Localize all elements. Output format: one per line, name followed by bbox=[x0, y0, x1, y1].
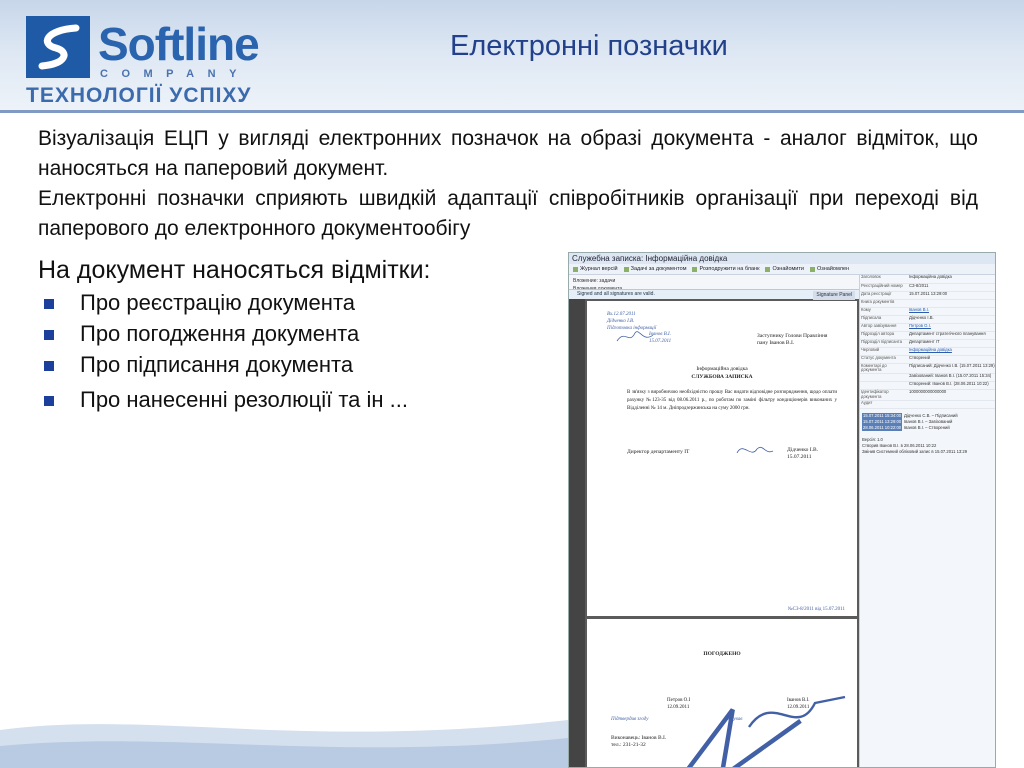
version-log-icon bbox=[573, 267, 578, 272]
history-event: Іванов В.І. – Створений bbox=[904, 424, 950, 430]
properties-table bbox=[860, 275, 996, 409]
slide-header bbox=[0, 0, 1024, 112]
acquainted-icon bbox=[810, 267, 815, 272]
property-value: Департамент ІТ bbox=[908, 339, 996, 347]
intro-paragraph-2: Електронні позначки сприяють швидкій адаптації співробітників організації при переході від паперового до електронного документообігу bbox=[38, 187, 978, 240]
property-key: Заголовок bbox=[860, 275, 908, 283]
property-value: 15.07.2011 13:29:00 bbox=[908, 291, 996, 299]
toolbar-button[interactable]: Задачі за документом bbox=[624, 264, 687, 274]
property-value: Завізований: Іванов В.І. (15.07.2011 15:34) bbox=[908, 374, 996, 382]
bullet-square-icon bbox=[44, 299, 54, 309]
list-item bbox=[42, 319, 408, 350]
table-row bbox=[860, 291, 996, 299]
nav-link[interactable]: Вложение: задачи bbox=[573, 278, 616, 284]
property-value: Департамент стратегічного планування bbox=[908, 331, 996, 339]
property-key: Підписала bbox=[860, 315, 908, 323]
list-item-label: Про нанесенні резолюції та ін ... bbox=[80, 387, 408, 412]
property-value[interactable]: Інформаційна довідка bbox=[908, 347, 996, 355]
director-label: Директор департаменту ІТ bbox=[627, 449, 690, 455]
bullet-square-icon bbox=[44, 396, 54, 406]
signature-scribble bbox=[735, 439, 775, 461]
table-row bbox=[860, 315, 996, 323]
property-key: Дата реєстрації bbox=[860, 291, 908, 299]
audit-history bbox=[860, 413, 996, 431]
viewer-left-toolbar bbox=[569, 299, 585, 768]
toolbar-button[interactable]: Ознайомити bbox=[765, 264, 803, 274]
table-row bbox=[860, 347, 996, 355]
logo-name: Softline bbox=[98, 18, 259, 70]
history-event: Іванов В.І. – Завізований bbox=[904, 418, 953, 424]
property-value: Створений: Іванов В.І. (28.06.2011 10:22) bbox=[908, 382, 996, 390]
toolbar-button[interactable]: Ознайомлен bbox=[810, 264, 849, 274]
table-row bbox=[860, 355, 996, 363]
decorative-wave bbox=[0, 700, 568, 768]
softline-logo bbox=[26, 16, 266, 106]
signature-scribble bbox=[737, 685, 857, 751]
table-row bbox=[860, 331, 996, 339]
window-title: Служебна записка: Інформаційна довідка bbox=[569, 253, 996, 264]
property-value: 1000000000000000 bbox=[908, 390, 996, 401]
history-date: 15.07.2011 13:29:00 bbox=[863, 418, 902, 424]
print-icon bbox=[692, 267, 697, 272]
property-key: Кому bbox=[860, 307, 908, 315]
approval-heading: ПОГОДЖЕНО bbox=[703, 651, 741, 657]
list-item bbox=[42, 350, 408, 381]
property-value bbox=[908, 299, 996, 307]
property-value: СЗ-8/2011 bbox=[908, 283, 996, 291]
list-item-label: Про підписання документа bbox=[80, 352, 354, 377]
header-divider bbox=[0, 110, 1024, 113]
history-date: 28.06.2011 10:22:00 bbox=[863, 424, 902, 430]
table-row bbox=[860, 363, 996, 374]
marks-heading: На документ наносяться відмітки: bbox=[38, 256, 431, 284]
document-properties-panel bbox=[859, 275, 996, 768]
list-item bbox=[42, 385, 408, 416]
table-row bbox=[860, 400, 996, 408]
document-viewer-screenshot bbox=[568, 252, 996, 768]
document-page-1 bbox=[587, 301, 857, 616]
table-row bbox=[860, 283, 996, 291]
property-value: Підписаний: Дідченко І.В. (15.07.2011 13:29) bbox=[908, 363, 996, 374]
table-row bbox=[860, 307, 996, 315]
slide-title: Електронні позначки bbox=[450, 30, 728, 62]
list-item bbox=[42, 288, 408, 319]
tasks-icon bbox=[624, 267, 629, 272]
toolbar-button[interactable]: Розподружити на бланк bbox=[692, 264, 759, 274]
property-key: Коментарі до документа bbox=[860, 363, 908, 374]
list-item-label: Про погодження документа bbox=[80, 321, 360, 346]
logo-tagline: ТЕХНОЛОГІЇ УСПІХУ bbox=[26, 84, 252, 107]
signature-status-bar bbox=[569, 289, 859, 299]
table-row bbox=[860, 275, 996, 283]
intro-paragraph-1: Візуалізація ЕЦП у вигляді електронних позначок на образі документа - аналог відміток, що наносяться на паперовий документ. bbox=[38, 127, 978, 180]
property-key: Автор завізування bbox=[860, 323, 908, 331]
registration-stamp: Вх.12.07.2011 Дідченко І.В. Підготовка інформації bbox=[607, 312, 657, 331]
acquaint-icon bbox=[765, 267, 770, 272]
director-signature: Дідченко І.В. 15.07.2011 bbox=[787, 447, 818, 460]
signature-panel-button[interactable]: Signature Panel bbox=[813, 291, 855, 300]
approver-2: Іванов В.І. 12.09.2011 bbox=[787, 698, 810, 710]
table-row bbox=[860, 299, 996, 307]
softline-logo-mark bbox=[26, 16, 90, 78]
approval-note: Підтвердив згоду bbox=[611, 717, 649, 722]
property-key: Статус документа bbox=[860, 355, 908, 363]
bullet-square-icon bbox=[44, 361, 54, 371]
table-row bbox=[860, 390, 996, 401]
property-value: Інформаційна довідка bbox=[908, 275, 996, 283]
version-info: Версія: 1.0 Створив Іванов В.І. в 28.06.2011 10:22 Змінив Системний обліковий запис в 15.07.2011 13:29 bbox=[862, 436, 968, 454]
property-key: Підрозділ автора bbox=[860, 331, 908, 339]
property-key: Реєстраційний номер bbox=[860, 283, 908, 291]
document-page-2 bbox=[587, 619, 857, 768]
property-value[interactable]: Петров О.І. bbox=[908, 323, 996, 331]
property-key: Аудит bbox=[860, 400, 908, 408]
property-value: Створений bbox=[908, 355, 996, 363]
table-row bbox=[860, 323, 996, 331]
bullet-square-icon bbox=[44, 330, 54, 340]
property-key: Книга документів bbox=[860, 299, 908, 307]
marks-list bbox=[42, 288, 408, 416]
property-value[interactable]: Іванов В.І. bbox=[908, 307, 996, 315]
list-item-label: Про реєстрацію документа bbox=[80, 290, 356, 315]
approval-note: Візував bbox=[727, 717, 743, 722]
signature-status: Signed and all signatures are valid. bbox=[577, 291, 655, 297]
property-key: Черговий bbox=[860, 347, 908, 355]
property-key: Підрозділ підписанта bbox=[860, 339, 908, 347]
document-body: В зв'язку з виробничою необхідністю прошу Вас видати відповідне розпорядження, щодо оплати рахунку №123-35 від 08.06.2011 р., по роботам по заміні фільтру кондиціонерів виконаних у Відділенні № 14 м. Дніпродзержинська на суму 2000 грн. bbox=[627, 390, 837, 411]
property-key bbox=[860, 374, 908, 382]
executor-info: Виконавець: Іванов В.І. тел.: 231-21-32 bbox=[611, 735, 667, 748]
approver-1: Петров О.І 12.09.2011 bbox=[667, 698, 691, 710]
toolbar-button[interactable]: Журнал версій bbox=[573, 264, 618, 274]
property-value: Дідченко І.В. bbox=[908, 315, 996, 323]
addressee: Заступнику Голови Правління пану Іванов В.І. bbox=[757, 333, 828, 346]
property-value bbox=[908, 400, 996, 408]
logo-company: COMPANY bbox=[100, 68, 250, 80]
table-row bbox=[860, 339, 996, 347]
document-reference: №СЗ-8/2011 від 15.07.2011 bbox=[787, 607, 845, 612]
document-heading: Інформаційна довідка СЛУЖБОВА ЗАПИСКА bbox=[691, 366, 753, 380]
history-event: Дідченко С.В. – Підписаний bbox=[904, 412, 958, 418]
signature-stamp: Іванов В.І. 15.07.2011 bbox=[649, 332, 672, 344]
intro-text bbox=[38, 124, 978, 244]
property-key: Ідентифікатор документа bbox=[860, 390, 908, 401]
history-date: 15.07.2011 15:34:00 bbox=[863, 412, 902, 418]
